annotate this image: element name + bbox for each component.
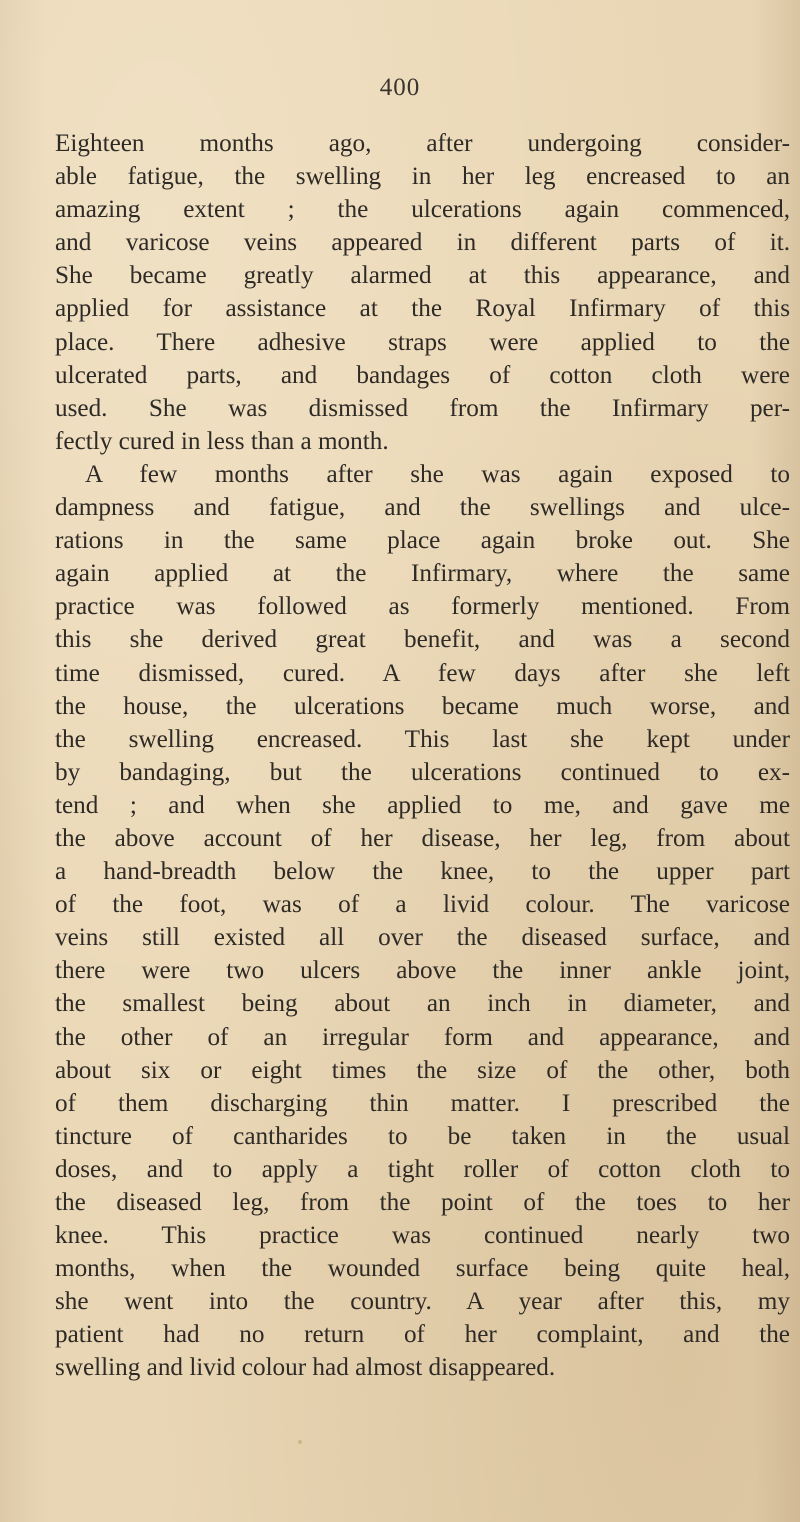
text-line: fectly cured in less than a month. xyxy=(55,427,389,455)
text-line: She became greatly alarmed at this appearance, and xyxy=(55,262,790,290)
text-line: Eighteen months ago, after undergoing consider- xyxy=(55,130,790,157)
page-number: 400 xyxy=(379,74,421,101)
text-line: used. She was dismissed from the Infirmary per- xyxy=(55,394,790,422)
text-line: by bandaging, but the ulcerations continued to ex- xyxy=(55,758,790,786)
text-line: tincture of cantharides to be taken in the usual xyxy=(55,1122,790,1150)
text-line: ulcerated parts, and bandages of cotton cloth were xyxy=(55,361,790,389)
text-line: the other of an irregular form and appearance, and xyxy=(55,1023,790,1051)
text-line: about six or eight times the size of the other, both xyxy=(55,1056,790,1084)
text-line: A few months after she was again exposed to xyxy=(85,460,790,488)
text-line: the smallest being about an inch in diameter, and xyxy=(55,990,790,1018)
text-line: veins still existed all over the diseased surface, and xyxy=(55,924,790,952)
text-line: place. There adhesive straps were applied to the xyxy=(55,328,790,356)
text-line: months, when the wounded surface being quite heal, xyxy=(55,1255,790,1283)
text-line: time dismissed, cured. A few days after she left xyxy=(55,659,790,687)
text-line: the above account of her disease, her leg, from about xyxy=(55,824,790,852)
text-line: and varicose veins appeared in different parts of it. xyxy=(55,229,790,257)
paper-speck xyxy=(298,1440,302,1444)
text-line: dampness and fatigue, and the swellings and ulce- xyxy=(55,494,790,522)
text-line: applied for assistance at the Royal Infirmary of this xyxy=(55,295,790,323)
text-line: tend ; and when she applied to me, and gave me xyxy=(55,791,790,819)
text-line: rations in the same place again broke out. She xyxy=(55,527,790,555)
text-line: the house, the ulcerations became much worse, and xyxy=(55,692,790,720)
text-line: a hand-breadth below the knee, to the upper part xyxy=(55,858,790,886)
text-line: she went into the country. A year after this, my xyxy=(55,1288,790,1316)
text-line: patient had no return of her complaint, and the xyxy=(55,1321,790,1349)
text-line: able fatigue, the swelling in her leg encreased to an xyxy=(55,163,790,191)
text-line: swelling and livid colour had almost disappeared. xyxy=(55,1354,556,1382)
text-line: of the foot, was of a livid colour. The varicose xyxy=(55,891,790,919)
text-line: there were two ulcers above the inner ankle joint, xyxy=(55,957,790,985)
text-line: practice was followed as formerly mentioned. From xyxy=(55,593,790,621)
text-line: knee. This practice was continued nearly two xyxy=(55,1222,790,1250)
text-line: amazing extent ; the ulcerations again commenced, xyxy=(55,196,790,224)
text-line: the swelling encreased. This last she kept under xyxy=(55,725,790,753)
text-line: again applied at the Infirmary, where the same xyxy=(55,560,790,588)
text-line: doses, and to apply a tight roller of cotton cloth to xyxy=(55,1155,790,1183)
text-line: the diseased leg, from the point of the toes to her xyxy=(55,1189,790,1216)
text-line: of them discharging thin matter. I prescribed the xyxy=(55,1089,790,1117)
text-line: this she derived great benefit, and was a second xyxy=(55,626,790,654)
body-text xyxy=(55,127,790,1385)
